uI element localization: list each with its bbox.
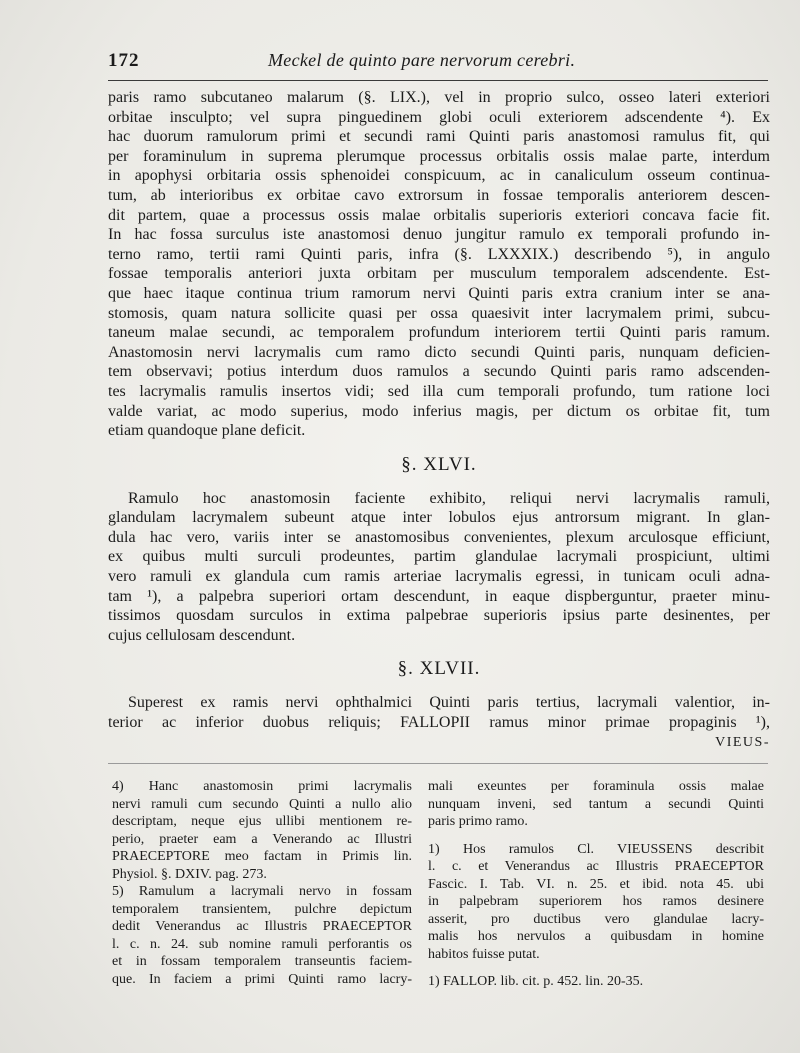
text-line: terior ac inferior duobus reliquis; FALLOPII ramus minor primae propaginis ¹), [108, 714, 770, 732]
footnote-line: malis hos nervulos a quibusdam in homine [428, 929, 764, 944]
text-line: que haec itaque continua trium ramorum nervi Quinti paris extra cranium inter se ana- [108, 284, 770, 302]
running-title: Meckel de quinto pare nervorum cerebri. [268, 50, 576, 70]
text-line: fossae temporalis anteriori juxta orbitam per musculum temporalem adscendente. Est- [108, 265, 770, 283]
text-line: orbitae insculpto; vel supra pinguedinem globi oculi exteriorem adscendente ⁴). Ex [108, 108, 770, 126]
footnotes-left-column [112, 778, 412, 988]
footnote-line: 5) Ramulum a lacrymali nervo in fossam [112, 884, 412, 899]
paragraph-2 [108, 489, 770, 646]
footnote-divider [108, 763, 768, 764]
footnote-line: Physiol. §. DXIV. pag. 273. [112, 866, 267, 882]
footnote-line: nunquam inveni, sed tantum a secundi Quinti [428, 796, 764, 812]
text-line: dit partem, quae a processus ossis malae orbitalis superioris exteriori concava facie fit. [108, 206, 770, 224]
footnote-line: nervi ramuli cum secundo Quinti a nullo alio [112, 796, 412, 812]
footnotes-right-column [428, 778, 764, 991]
text-line: Anastomosin nervi lacrymalis cum ramo dicto secundi Quinti paris, nunquam deficien- [108, 343, 770, 361]
text-line: paris ramo subcutaneo malarum (§. LIX.), vel in proprio sulco, osseo lateri exteriori [108, 89, 770, 106]
footnote-line: PRAECEPTORE meo factam in Primis lin. [112, 849, 412, 864]
text-line: tissimos quosdam surculos in extima palpebrae superioris ipsius parte desinentes, per [108, 607, 770, 625]
footnote-line: l. c. et Venerandus ac Illustris PRAECEPTOR [428, 859, 764, 874]
text-line: tum, ab interioribus ex orbitae cavo extrorsum in fossae temporalis anteriorem descen- [108, 186, 770, 204]
footnote-line: Fascic. I. Tab. VI. n. 25. et ibid. nota 45. ubi [428, 876, 764, 892]
paragraph-1 [108, 88, 770, 441]
footnote-line: dedit Venerandus ac Illustris PRAECEPTOR [112, 919, 412, 934]
page-number: 172 [108, 50, 140, 71]
main-text [108, 88, 770, 752]
footnote-line: 4) Hanc anastomosin primi lacrymalis [112, 779, 412, 794]
catchword: VIEUS- [715, 734, 770, 750]
footnote-line: descriptam, neque ejus ullibi mentionem re- [112, 814, 412, 829]
text-line: ex quibus multi surculi prodeuntes, partim glandulae lacrymali prospiciunt, ultimi [108, 548, 770, 566]
footnote-line: asserit, pro ductibus vero glandulae lacry- [428, 911, 764, 927]
text-line: tem observavi; potius interdum duos ramulos a secundo Quinti paris ramo adscenden- [108, 363, 770, 381]
section-heading: §. XLVII. [397, 658, 481, 680]
section-heading: §. XLVI. [401, 453, 477, 475]
text-line: Superest ex ramis nervi ophthalmici Quinti paris tertius, lacrymali valentior, in- [128, 694, 770, 712]
text-line: Ramulo hoc anastomosin faciente exhibito, reliqui nervi lacrymalis ramuli, [128, 489, 770, 507]
text-line: glandulam lacrymalem subeunt atque inter lobulos ejus antrorsum migrant. In glan- [108, 509, 770, 527]
footnote-line: l. c. n. 24. sub nomine ramuli perforantis os [112, 936, 412, 952]
footnote-line: 1) Hos ramulos Cl. VIEUSSENS describit [428, 841, 764, 857]
text-line: per foraminulum in suprema plerumque processus orbitalis ossis malae parte, interdum [108, 147, 770, 165]
footnote-line: temporalem transientem, pulchre depictum [112, 901, 412, 917]
text-line: tes lacrymalis ramulis insertos vidi; sed illa cum temporali profundo, tum ratione loci [108, 382, 770, 400]
header-rule [108, 80, 768, 81]
text-line: in apophysi orbitaria ossis sphenoidei conspicuum, ac in canaliculum osseum continua- [108, 167, 770, 185]
paragraph-3 [108, 693, 770, 751]
footnote-line: que. In faciem a primi Quinti ramo lacry- [112, 971, 412, 987]
text-line: tam ¹), a palpebra superiori ortam descendunt, in eaque dispberguntur, praeter minu- [108, 587, 770, 605]
page-header [108, 50, 768, 74]
footnote-line: et in fossam temporalem transeuntis faciem- [112, 954, 412, 969]
footnote-line: perio, praeter eam a Venerando ac Illustri [112, 831, 412, 847]
footnote-line: 1) FALLOP. lib. cit. p. 452. lin. 20-35. [428, 974, 644, 989]
text-line: cujus cellulosam descendunt. [108, 626, 296, 644]
text-line: vero ramuli ex glandula cum ramis arteriae lacrymalis egressi, in tunicam oculi adna- [108, 568, 770, 586]
text-line: etiam quandoque plane deficit. [108, 422, 306, 440]
text-line: stomosis, quam natura sollicite quasi per ossa quaesivit inter lacrymalem primi, subcu- [108, 304, 770, 322]
text-line: terno ramo, tertii rami Quinti paris, infra (§. LXXXIX.) describendo ⁵), in angulo [108, 245, 770, 263]
footnote-line: paris primo ramo. [428, 814, 528, 829]
text-line: valde variat, ac modo superius, modo inferius magis, per dictum os orbitae fit, tum [108, 402, 770, 420]
footnote-line: habitos fuisse putat. [428, 946, 540, 962]
footnote-line: in palpebram superiorem hos ramos desinere [428, 894, 764, 909]
text-line: taneum malae secundi, ac temporalem profundum interiorem tertii Quinti paris ramum. [108, 324, 770, 342]
footnote-line: mali exeuntes per foraminula ossis malae [428, 779, 764, 794]
text-line: In hac fossa surculus iste anastomosi denuo jungitur ramulo ex temporali profundo in- [108, 226, 770, 244]
text-line: hac duorum ramulorum primi et secundi rami Quinti paris anastomosi ramulus fit, qui [108, 128, 770, 146]
text-line: dula hac vero, variis inter se anastomosibus convenientes, plexum arculosque efficiunt, [108, 528, 770, 546]
